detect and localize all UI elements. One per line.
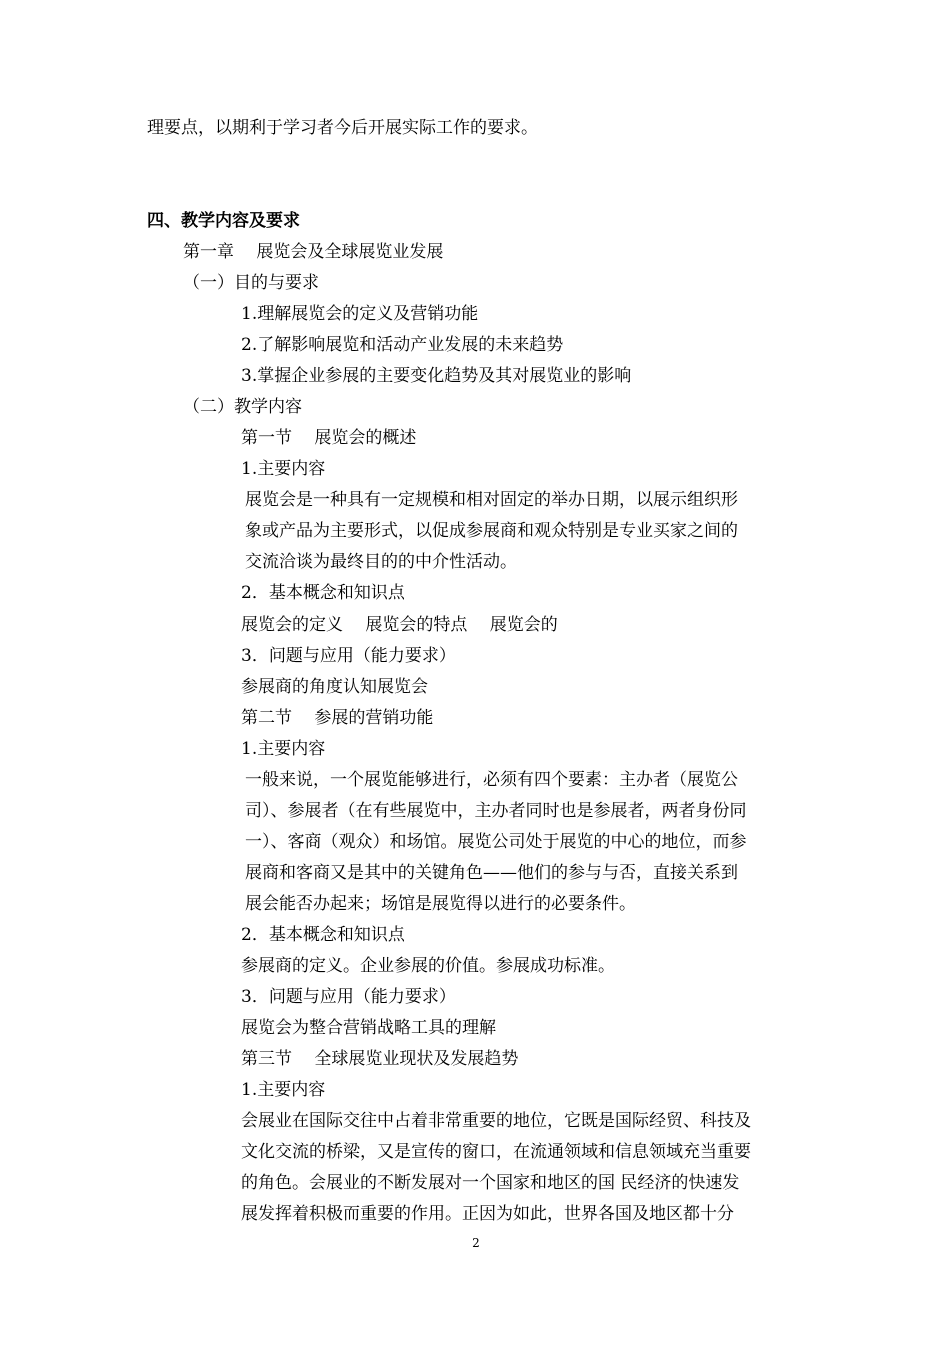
main-content-line: 展会能否办起来；场馆是展览得以进行的必要条件。	[245, 894, 636, 914]
section-heading: 四、教学内容及要求	[147, 211, 300, 231]
main-content-label: 1.主要内容	[241, 739, 326, 759]
intro-continuation: 理要点，以期利于学习者今后开展实际工作的要求。	[147, 118, 538, 138]
main-content-line: 交流洽谈为最终目的的中介性活动。	[245, 552, 517, 572]
main-content-line: 展览会是一种具有一定规模和相对固定的举办日期，以展示组织形	[245, 490, 738, 510]
main-content-line: 象或产品为主要形式，以促成参展商和观众特别是专业买家之间的	[245, 521, 738, 541]
chapter-title: 第一章 展览会及全球展览业发展	[183, 242, 444, 262]
concepts-label: 2．基本概念和知识点	[241, 583, 405, 603]
main-content-line: 展发挥着积极而重要的作用。正因为如此，世界各国及地区都十分	[241, 1204, 734, 1224]
main-content-line: 一般来说，一个展览能够进行，必须有四个要素：主办者（展览公	[245, 770, 738, 790]
page-number: 2	[472, 1236, 480, 1250]
main-content-line: 文化交流的桥梁，又是宣传的窗口，在流通领域和信息领域充当重要	[241, 1142, 751, 1162]
application-label: 3．问题与应用（能力要求）	[241, 987, 456, 1007]
section-title: 第一节 展览会的概述	[241, 428, 417, 448]
concepts-label: 2．基本概念和知识点	[241, 925, 405, 945]
application-text: 展览会为整合营销战略工具的理解	[241, 1018, 496, 1038]
objectives-heading: （一）目的与要求	[183, 273, 319, 293]
section-title: 第三节 全球展览业现状及发展趋势	[241, 1049, 519, 1069]
objective-item: 1.理解展览会的定义及营销功能	[241, 304, 479, 324]
concepts-text: 展览会的定义 展览会的特点 展览会的	[241, 615, 558, 635]
main-content-line: 一）、客商（观众）和场馆。展览公司处于展览的中心的地位，而参	[245, 832, 747, 852]
main-content-label: 1.主要内容	[241, 459, 326, 479]
objective-item: 2.了解影响展览和活动产业发展的未来趋势	[241, 335, 564, 355]
main-content-line: 司）、参展者（在有些展览中，主办者同时也是参展者，两者身份同	[245, 801, 747, 821]
application-label: 3．问题与应用（能力要求）	[241, 646, 456, 666]
main-content-label: 1.主要内容	[241, 1080, 326, 1100]
objective-item: 3.掌握企业参展的主要变化趋势及其对展览业的影响	[241, 366, 632, 386]
concepts-text: 参展商的定义。企业参展的价值。参展成功标准。	[241, 956, 615, 976]
main-content-line: 的角色。会展业的不断发展对一个国家和地区的国 民经济的快速发	[241, 1173, 740, 1193]
main-content-line: 展商和客商又是其中的关键角色——他们的参与与否，直接关系到	[245, 863, 738, 883]
section-title: 第二节 参展的营销功能	[241, 708, 434, 728]
application-text: 参展商的角度认知展览会	[241, 677, 428, 697]
main-content-line: 会展业在国际交往中占着非常重要的地位，它既是国际经贸、科技及	[241, 1111, 751, 1131]
content-heading: （二）教学内容	[183, 397, 302, 417]
